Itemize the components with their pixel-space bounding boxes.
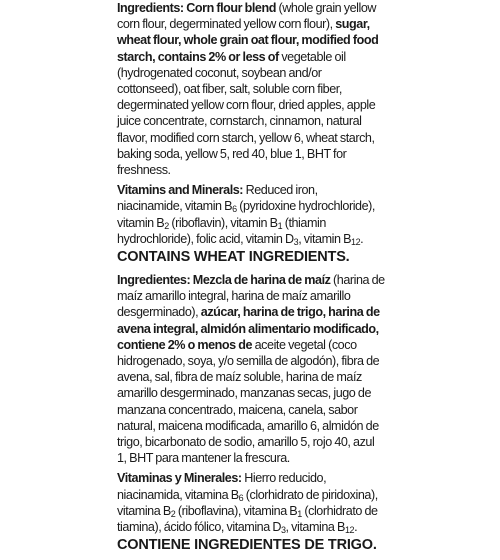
vitamins-text-es-1: Hierro reducido, niacinamida, vitamina B [117, 471, 327, 502]
ingredients-main-es: Mezcla de harina de maíz [190, 273, 331, 288]
vitamins-text-en-6: . [360, 231, 364, 246]
vitamins-sub-en-4: 3 [293, 236, 299, 247]
ingredients-rest-en: vegetable oil (hydrogenated coconut, soybean and/or cottonseed), oat fiber, salt, soluble corn fiber, degerminated yellow corn flour, dried apples, apple juice concentrate, cornstarch, cinnamon, natural flavor, modified corn starch, yellow 6, wheat starch, baking soda, yellow 5, red 40, blue 1, BHT for freshness. [117, 49, 376, 178]
vitamins-sub-es-4: 3 [280, 525, 286, 536]
ingredients-paragraph-es [117, 272, 385, 466]
vitamins-heading-en: Vitamins and Minerals: [117, 183, 244, 198]
vitamins-text-es-4: (clorhidrato de tiamina), ácido fólico, vitamina D [117, 503, 378, 535]
ingredients-bold-list-es: azúcar, harina de trigo, harina de avena integral, almidón alimentario modificado, contiene 2% o menos de [117, 305, 380, 352]
vitamins-sub-en-3: 1 [277, 220, 283, 231]
ingredients-detail-es: (harina de maíz amarillo integral, harina de maíz amarillo desgerminado), [117, 273, 385, 320]
ingredients-heading-es: Ingredientes: [117, 273, 191, 288]
vitamins-text-en-3: (riboflavin), vitamin B [168, 215, 278, 230]
vitamins-text-es-2: (clorhidrato de piridoxina), vitamina B [117, 487, 378, 518]
vitamins-sub-en-5: 12 [351, 236, 361, 247]
vitamins-text-es-3: (riboflavina), vitamina B [175, 503, 298, 518]
ingredients-detail-en: (whole grain yellow corn flour, degerminated yellow corn flour), [117, 1, 377, 32]
vitamins-text-en-4: (thiamin hydrochloride), folic acid, vitamin D [117, 215, 326, 246]
vitamins-heading-es: Vitaminas y Minerales: [117, 471, 242, 486]
ingredients-bold-list-en: sugar, wheat flour, whole grain oat flour, modified food starch, contains 2% or less of [117, 17, 379, 64]
ingredients-heading-en: Ingredients: [117, 1, 184, 15]
vitamins-sub-en-2: 2 [164, 220, 169, 231]
vitamins-text-en-5: , vitamin B [298, 231, 352, 246]
ingredients-paragraph-en [117, 0, 385, 178]
vitamins-paragraph-es [117, 470, 385, 535]
ingredient-label [117, 0, 385, 560]
vitamins-paragraph-en [117, 182, 385, 247]
vitamins-sub-es-2: 2 [170, 508, 176, 519]
vitamins-text-en-2: (pyridoxine hydrochloride), vitamin B [117, 199, 375, 230]
allergen-statement-es: CONTIENE INGREDIENTES DE TRIGO. [117, 537, 377, 554]
vitamins-sub-es-5: 12 [344, 525, 355, 536]
vitamins-sub-es-3: 1 [297, 508, 302, 519]
ingredients-rest-es: aceite vegetal (coco hidrogenado, soya, y/o semilla de algodón), fibra de avena, sal, fibra de maíz soluble, harina de maíz amarillo desgerminado, manzanas secas, jugo de manzana concentrado, maicena, canela, sabor natural, maicena modificada, amarillo 6, almidón de trigo, bicarbonato de sodio, amarillo 5, rojo 40, azul 1, BHT para mantener la frescura. [117, 337, 380, 466]
vitamins-sub-en-1: 6 [232, 204, 237, 215]
ingredients-main-en: Corn flour blend [186, 1, 276, 15]
vitamins-text-es-6: . [354, 520, 358, 535]
vitamins-sub-es-1: 6 [238, 492, 244, 503]
allergen-statement-en: CONTAINS WHEAT INGREDIENTS. [117, 249, 350, 266]
vitamins-text-es-5: , vitamina B [285, 520, 345, 535]
vitamins-text-en-1: Reduced iron, niacinamide, vitamin B [117, 183, 318, 214]
